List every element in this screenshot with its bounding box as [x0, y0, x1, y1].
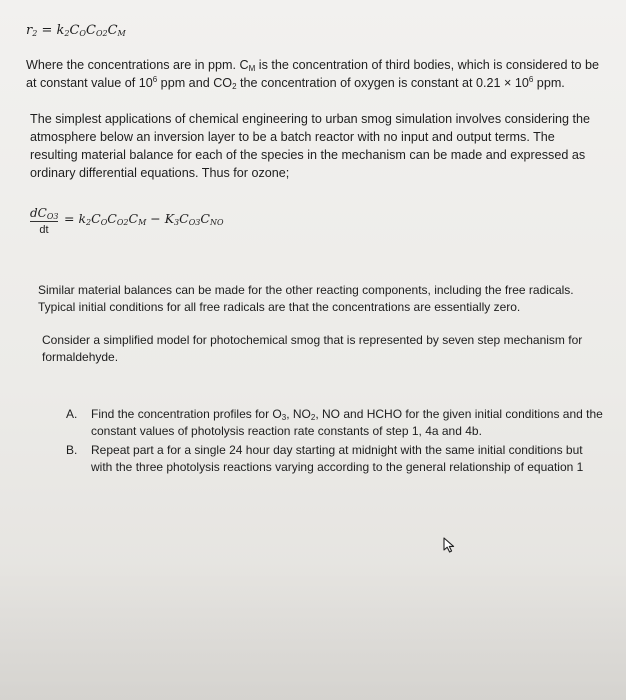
paragraph-simplified-model: Consider a simplified model for photochemical smog that is represented by seven step mechanism for formaldehyde.: [42, 333, 583, 364]
ode-right-side: = $k_2C_OC_{O2}C_M - K_3C_{O3}C_{NO}$: [64, 211, 224, 227]
paragraph-material-balances: Similar material balances can be made for the other reacting components, including the free radicals. Typical initial conditions for all free radicals are that the concentrations are essentially zero.: [38, 283, 574, 314]
list-item-b: B. Repeat part a for a single 24 hour day starting at midnight with the same initial conditions but with the three photolysis reactions varying according to the general relationship of equation 1: [66, 443, 584, 474]
ode-fraction: $dC_{O3}$ dt: [30, 206, 59, 236]
rate-equation: $r_2 = k_2C_OC_{O2}C_M$: [26, 23, 126, 38]
list-item-a: A. Find the concentration profiles for $O_3$, $NO_2$, NO and HCHO for the given initial conditions and the constant values of photolysis reaction rate constants of step 1, 4a and 4b.: [66, 407, 603, 438]
paragraph-concentrations: Where the concentrations are in ppm. $C_M$ is the concentration of third bodies, which is considered to be at constant value of $10^6$ ppm and $CO_2$ the concentration of oxygen is constant at $0.21 \times 10^6$ ppm.: [26, 58, 600, 91]
mouse-pointer-icon: [443, 537, 457, 553]
page-shadow: [0, 560, 626, 700]
paragraph-smog-simulation: The simplest applications of chemical engineering to urban smog simulation involves considering the atmosphere below an inversion layer to be a batch reactor with no input and output terms. The resulting material balance for each of the species in the mechanism can be made and expressed as ordinary differential equations. Thus for ozone;: [30, 112, 591, 180]
task-list: [66, 406, 603, 478]
